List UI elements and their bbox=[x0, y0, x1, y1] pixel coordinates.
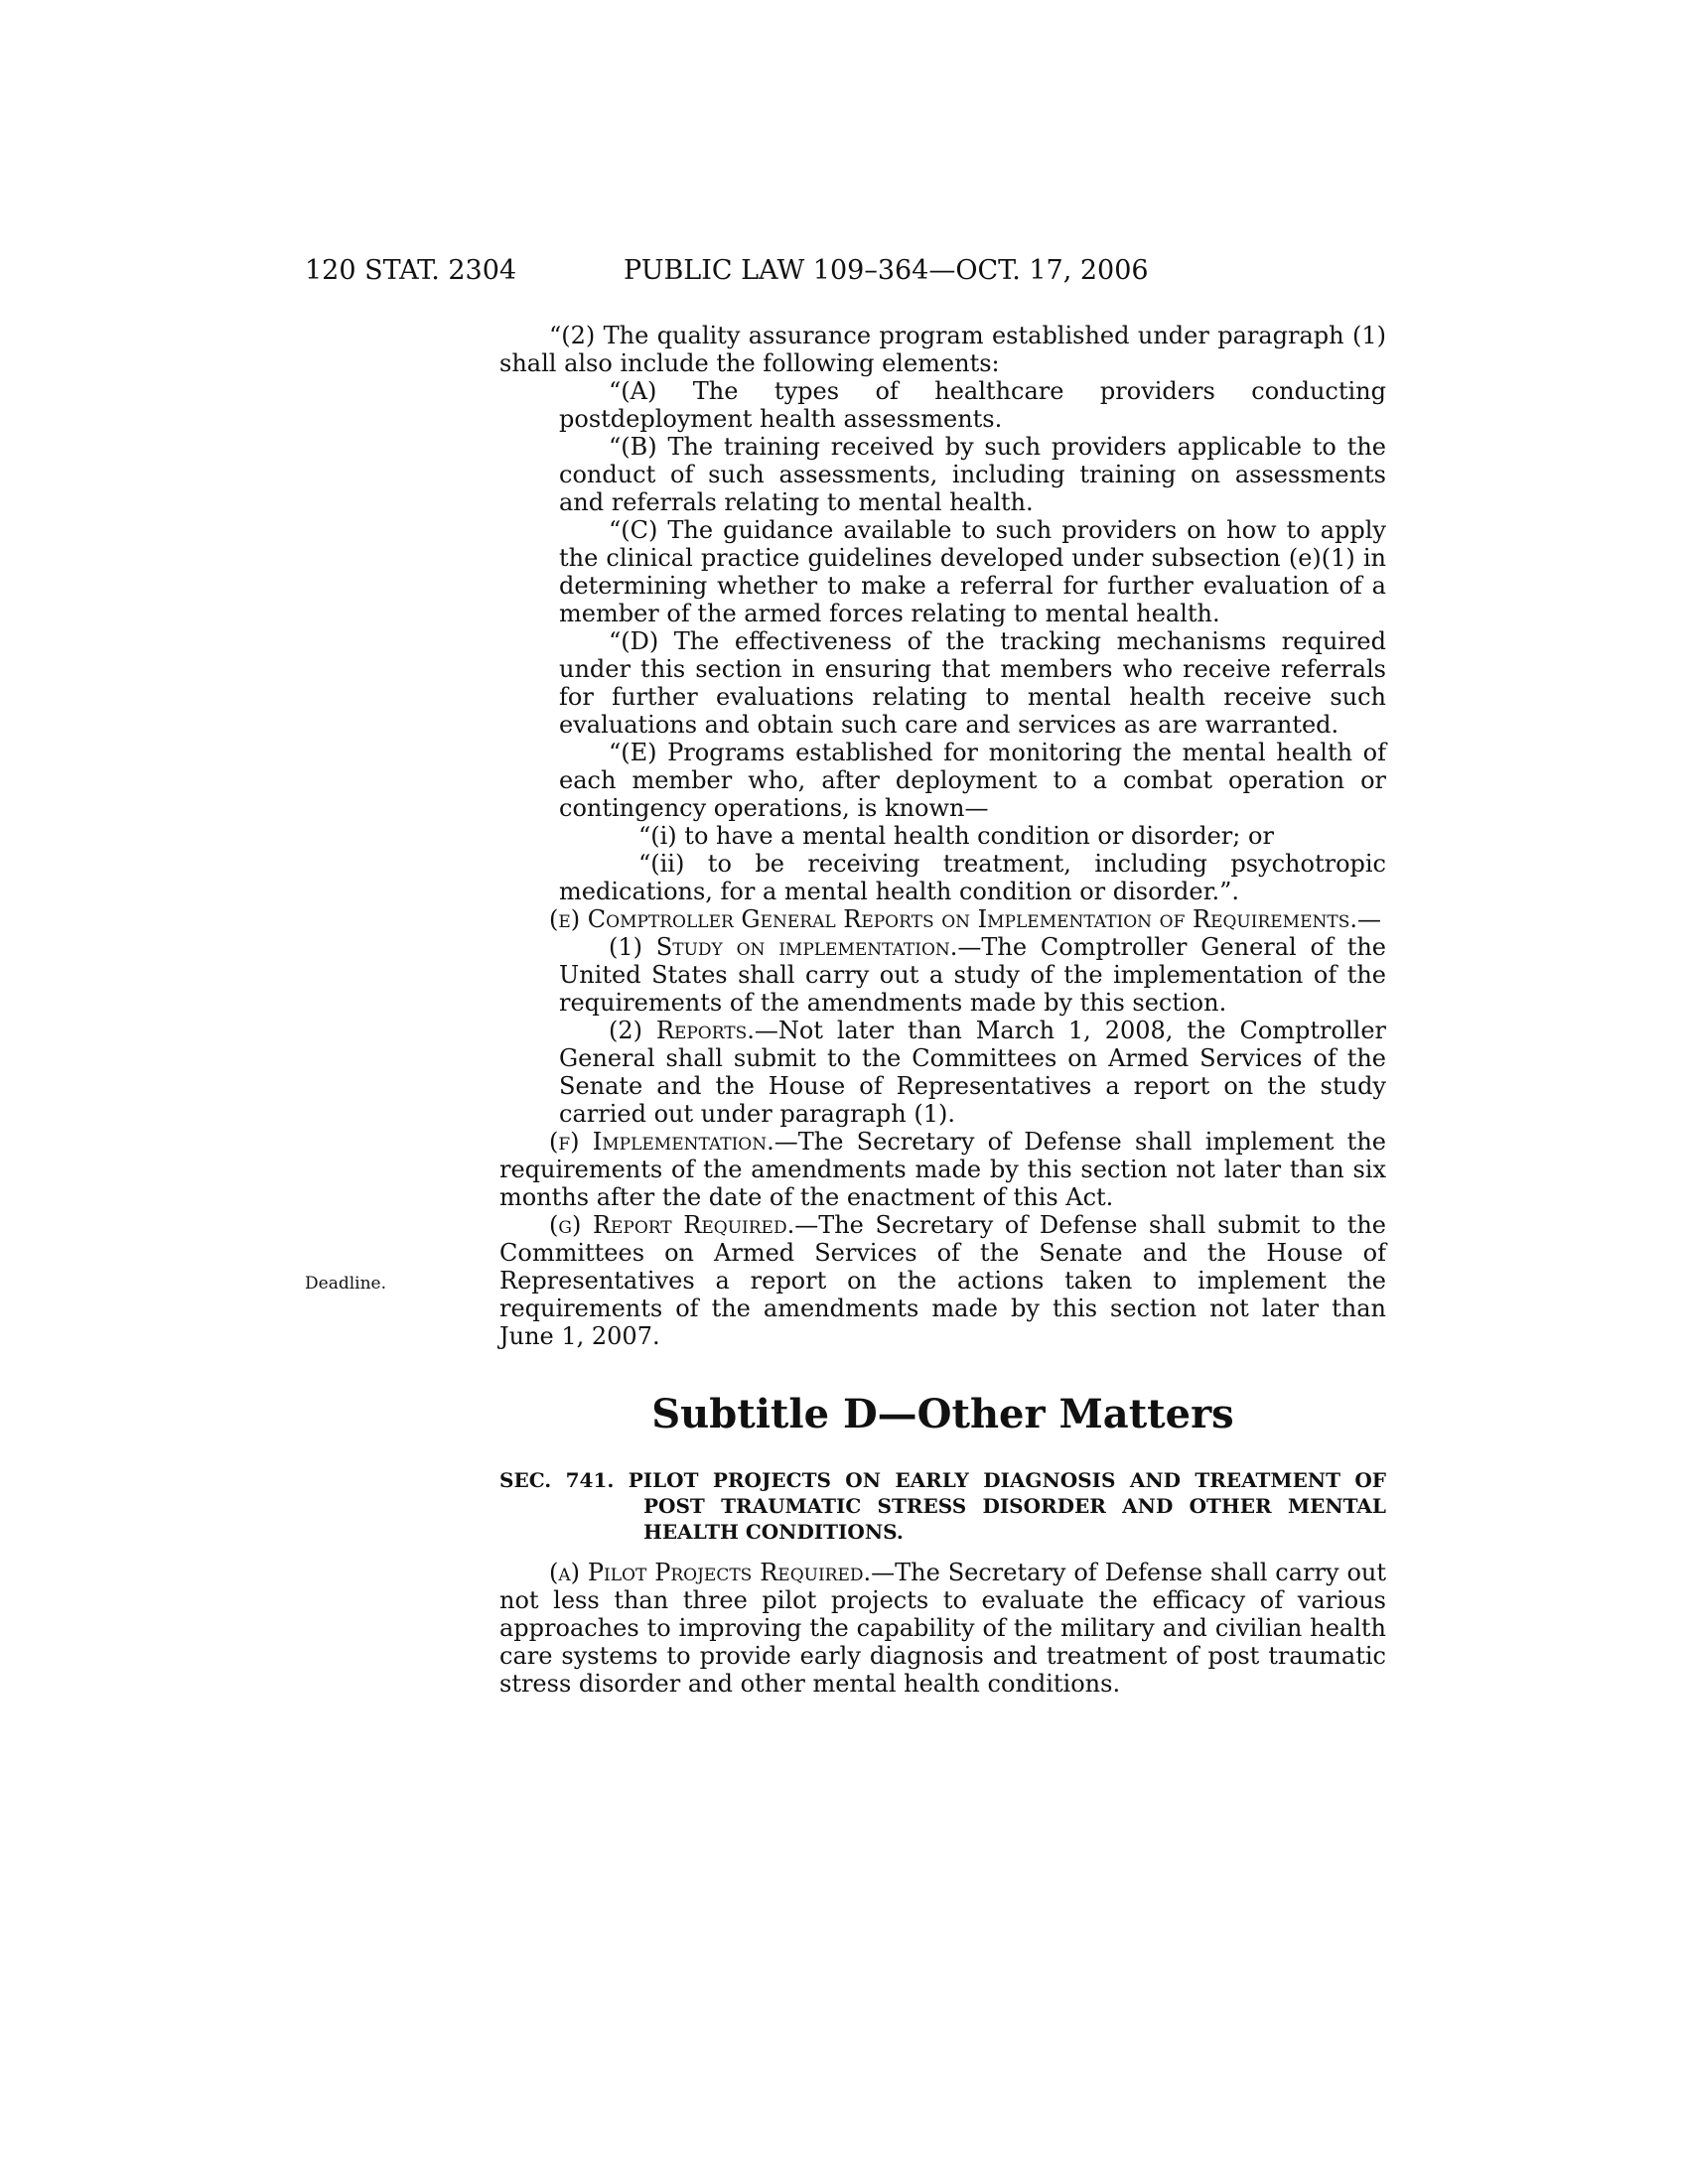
clause-i: “(i) to have a mental health condition or disorder; or bbox=[638, 822, 1274, 850]
page-number: 120 STAT. 2304 bbox=[305, 255, 517, 286]
subsection-a-heading: (a) Pilot Projects Required.— bbox=[549, 1559, 896, 1586]
main-text-column bbox=[499, 322, 1386, 1698]
paragraph-e1-text: The Comptroller General of the United States shall carry out a study of the implementation of the requirements of the amendments made by this section. bbox=[559, 933, 1387, 1017]
paragraph-e2-text: Not later than March 1, 2008, the Comptroller General shall submit to the Committees on Armed Services of the Senate and the House of Representatives a report on the study carried out under paragraph (1). bbox=[559, 1017, 1386, 1128]
clause-ii: “(ii) to be receiving treatment, including psychotropic medications, for a mental health condition or disorder.”. bbox=[559, 850, 1386, 905]
section-741-heading: SEC. 741. PILOT PROJECTS ON EARLY DIAGNOSIS AND TREATMENT OF POST TRAUMATIC STRESS DISORDER AND OTHER MENTAL HEALTH CONDITIONS. bbox=[499, 1468, 1386, 1544]
subsection-g-heading: (g) Report Required.— bbox=[549, 1211, 819, 1239]
paragraph-D: “(D) The effectiveness of the tracking mechanisms required under this section in ensuring that members who receive referrals for further evaluations relating to mental health receive such evaluations and obtain such care and services as are warranted. bbox=[559, 627, 1386, 739]
paragraph-2: “(2) The quality assurance program established under paragraph (1) shall also include the following elements: bbox=[499, 322, 1386, 377]
paragraph-e2-heading: (2) Reports.— bbox=[609, 1017, 778, 1044]
subsection-f-text: The Secretary of Defense shall implement the requirements of the amendments made by this section not later than six months after the date of the enactment of this Act. bbox=[499, 1128, 1386, 1211]
page-header bbox=[305, 254, 1387, 288]
section-741-subsection-a bbox=[499, 1559, 1386, 1698]
subsection-f-heading: (f) Implementation.— bbox=[549, 1128, 798, 1156]
paragraph-C: “(C) The guidance available to such providers on how to apply the clinical practice guidelines developed under subsection (e)(1) in determining whether to make a referral for further evaluation of a member of the armed forces relating to mental health. bbox=[559, 516, 1386, 627]
subsection-e-title: (e) Comptroller General Reports on Implementation of Requirements.— bbox=[549, 905, 1381, 933]
running-head: PUBLIC LAW 109–364—OCT. 17, 2006 bbox=[624, 255, 1149, 286]
subsection-g-text: The Secretary of Defense shall submit to the Committees on Armed Services of the Senate and the House of Representatives a report on the actions taken to implement the requirements of the amendments made by this section not later than June 1, 2007. bbox=[499, 1211, 1387, 1350]
subsection-f bbox=[499, 1128, 1386, 1211]
subsection-e-heading bbox=[499, 905, 1386, 933]
paragraph-A: “(A) The types of healthcare providers conducting postdeployment health assessments. bbox=[559, 377, 1386, 433]
margin-note-deadline: Deadline. bbox=[305, 1274, 386, 1294]
paragraph-e1-heading: (1) Study on implementation.— bbox=[609, 933, 982, 961]
subtitle-heading: Subtitle D—Other Matters bbox=[651, 1391, 1234, 1437]
paragraph-e2 bbox=[499, 1017, 1386, 1128]
subsection-g bbox=[499, 1211, 1386, 1350]
paragraph-E: “(E) Programs established for monitoring the mental health of each member who, after deployment to a combat operation or contingency operations, is known— bbox=[559, 739, 1386, 822]
subsection-a-text: The Secretary of Defense shall carry out not less than three pilot projects to evaluate the efficacy of various approaches to improving the capability of the military and civilian health care systems to provide early diagnosis and treatment of post traumatic stress disorder and other mental health conditions. bbox=[499, 1559, 1386, 1698]
paragraph-B: “(B) The training received by such providers applicable to the conduct of such assessments, including training on assessments and referrals relating to mental health. bbox=[559, 433, 1386, 516]
paragraph-e1 bbox=[499, 933, 1386, 1017]
